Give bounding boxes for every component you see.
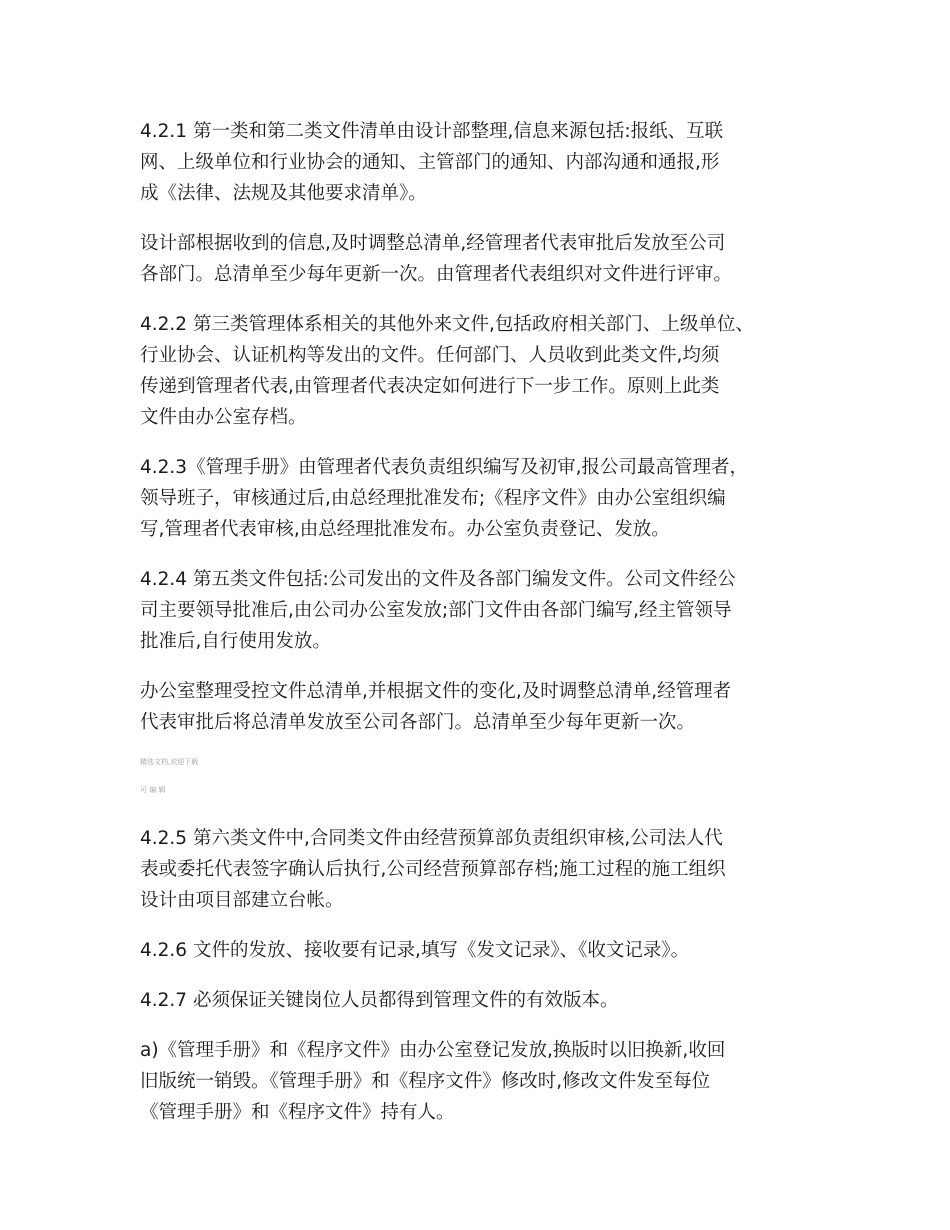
document-page xyxy=(140,116,830,1147)
text-line: 《管理手册》和《程序文件》持有人。 xyxy=(140,1102,455,1123)
text-line: 写,管理者代表审核,由总经理批准发布。办公室负责登记、发放。 xyxy=(140,519,670,540)
text-line: 4.2.2 第三类管理体系相关的其他外来文件,包括政府相关部门、上级单位、 xyxy=(140,314,754,335)
text-line: 4.2.1 第一类和第二类文件清单由设计部整理,信息来源包括:报纸、互联 xyxy=(140,121,724,142)
text-line: 4.2.3《管理手册》由管理者代表负责组织编写及初审,报公司最高管理者， xyxy=(140,457,748,478)
text-line: 文件由办公室存档。 xyxy=(140,407,307,428)
text-line: 办公室整理受控文件总清单,并根据文件的变化,及时调整总清单,经管理者 xyxy=(140,681,732,702)
text-line: 4.2.4 第五类文件包括:公司发出的文件及各部门编发文件。公司文件经公 xyxy=(140,569,736,590)
paragraph-4-2-7 xyxy=(140,985,830,1016)
paragraph-a xyxy=(140,1035,830,1128)
text-line: 行业协会、认证机构等发出的文件。任何部门、人员收到此类文件,均须 xyxy=(140,345,720,366)
text-line: 成《法律、法规及其他要求清单》。 xyxy=(140,183,427,204)
text-line: 4.2.5 第六类文件中,合同类文件由经营预算部负责组织审核,公司法人代 xyxy=(140,828,723,849)
text-line: 4.2.7 必须保证关键岗位人员都得到管理文件的有效版本。 xyxy=(140,990,619,1011)
text-line: 表或委托代表签字确认后执行,公司经营预算部存档;施工过程的施工组织 xyxy=(140,859,726,880)
text-line: 批准后,自行使用发放。 xyxy=(140,631,331,652)
text-line: a)《管理手册》和《程序文件》由办公室登记发放,换版时以旧换新,收回 xyxy=(140,1040,726,1061)
footer-note-download: 精选文档,欢迎下载 xyxy=(140,758,199,766)
paragraph-4-2-4 xyxy=(140,564,830,657)
text-line: 传递到管理者代表,由管理者代表决定如何进行下一步工作。原则上此类 xyxy=(140,376,720,397)
paragraph-4-2-1 xyxy=(140,116,830,209)
text-line: 设计由项目部建立台帐。 xyxy=(140,890,344,911)
text-line: 旧版统一销毁。《管理手册》和《程序文件》修改时,修改文件发至每位 xyxy=(140,1071,711,1092)
paragraph-office xyxy=(140,676,830,738)
text-line: 各部门。总清单至少每年更新一次。由管理者代表组织对文件进行评审。 xyxy=(140,264,733,285)
paragraph-4-2-3 xyxy=(140,452,830,545)
text-line: 4.2.6 文件的发放、接收要有记录,填写《发文记录》、《收文记录》。 xyxy=(140,940,690,961)
text-line: 设计部根据收到的信息,及时调整总清单,经管理者代表审批后发放至公司 xyxy=(140,233,726,254)
text-line: 领导班子，审核通过后,由总经理批准发布;《程序文件》由办公室组织编 xyxy=(140,488,726,509)
text-line: 代表审批后将总清单发放至公司各部门。总清单至少每年更新一次。 xyxy=(140,712,696,733)
paragraph-4-2-2 xyxy=(140,309,830,433)
paragraph-4-2-5 xyxy=(140,823,830,916)
paragraph-4-2-6 xyxy=(140,935,830,966)
paragraph-design-dept xyxy=(140,228,830,290)
text-line: 网、上级单位和行业协会的通知、主管部门的通知、内部沟通和通报,形 xyxy=(140,152,720,173)
text-line: 司主要领导批准后,由公司办公室发放;部门文件由各部门编写,经主管领导 xyxy=(140,600,732,621)
footer-note-editable: 可 编 辑 xyxy=(140,786,166,794)
